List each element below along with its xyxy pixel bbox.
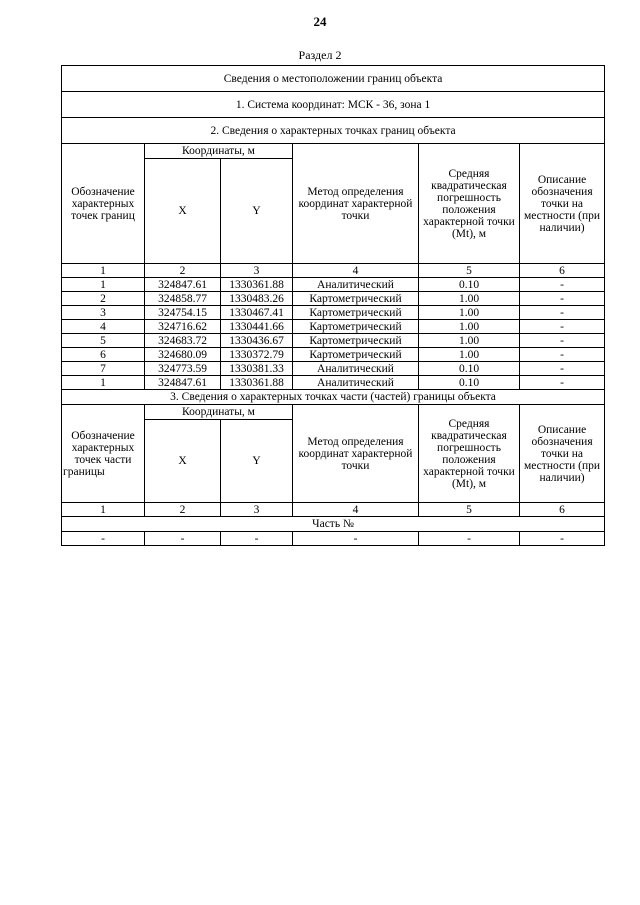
col-number: 1 (62, 503, 145, 517)
col-number: 2 (145, 503, 221, 517)
empty-cell: - (520, 532, 605, 546)
method: Аналитический (293, 362, 419, 376)
table-row (62, 532, 605, 546)
coord-x: 324683.72 (145, 334, 221, 348)
error-value: 0.10 (419, 376, 520, 390)
method: Картометрический (293, 348, 419, 362)
header-x: X (145, 159, 221, 264)
coord-y: 1330436.67 (221, 334, 293, 348)
header-error: Средняя квадратическая погрешность положения характерной точки (Mt), м (419, 144, 520, 264)
empty-cell: - (145, 532, 221, 546)
coord-x: 324773.59 (145, 362, 221, 376)
coord-y: 1330372.79 (221, 348, 293, 362)
table-row (62, 306, 605, 320)
coord-x: 324716.62 (145, 320, 221, 334)
col-number: 6 (520, 264, 605, 278)
point-number: 6 (62, 348, 145, 362)
boundary-table (61, 65, 605, 546)
col-number: 2 (145, 264, 221, 278)
header-y: Y (221, 420, 293, 503)
part3-heading: 3. Сведения о характерных точках части (частей) границы объекта (62, 390, 605, 405)
point-number: 4 (62, 320, 145, 334)
header-coords: Координаты, м (145, 144, 293, 159)
coord-y: 1330361.88 (221, 278, 293, 292)
section-title: Раздел 2 (298, 48, 342, 62)
coord-system: 1. Система координат: МСК - 36, зона 1 (62, 92, 605, 118)
header-description: Описание обозначения точки на местности (при наличии) (520, 144, 605, 264)
col-number: 3 (221, 503, 293, 517)
page-number: 24 (313, 14, 327, 29)
coord-y: 1330381.33 (221, 362, 293, 376)
col-number: 4 (293, 264, 419, 278)
point-number: 2 (62, 292, 145, 306)
header-method: Метод определения координат характерной точки (293, 144, 419, 264)
point-number: 1 (62, 376, 145, 390)
coord-y: 1330441.66 (221, 320, 293, 334)
point-number: 7 (62, 362, 145, 376)
col-number: 3 (221, 264, 293, 278)
method: Картометрический (293, 306, 419, 320)
description: - (520, 278, 605, 292)
method: Аналитический (293, 278, 419, 292)
error-value: 1.00 (419, 320, 520, 334)
point-number: 3 (62, 306, 145, 320)
header-x: X (145, 420, 221, 503)
method: Аналитический (293, 376, 419, 390)
col-number: 6 (520, 503, 605, 517)
coord-x: 324754.15 (145, 306, 221, 320)
header-coords: Координаты, м (145, 405, 293, 420)
method: Картометрический (293, 334, 419, 348)
table-row (62, 278, 605, 292)
point-number: 5 (62, 334, 145, 348)
method: Картометрический (293, 292, 419, 306)
header-designation: Обозначение характерных точек границ (62, 144, 145, 264)
coord-x: 324847.61 (145, 278, 221, 292)
part2-heading: 2. Сведения о характерных точках границ объекта (62, 118, 605, 144)
table-row (62, 320, 605, 334)
table-row (62, 334, 605, 348)
error-value: 1.00 (419, 348, 520, 362)
col-number: 5 (419, 503, 520, 517)
header-method: Метод определения координат характерной точки (293, 405, 419, 503)
coord-x: 324858.77 (145, 292, 221, 306)
table-row (62, 292, 605, 306)
table-row (62, 362, 605, 376)
col-number: 4 (293, 503, 419, 517)
coord-y: 1330483.26 (221, 292, 293, 306)
col-number: 1 (62, 264, 145, 278)
error-value: 1.00 (419, 334, 520, 348)
description: - (520, 292, 605, 306)
coord-y: 1330361.88 (221, 376, 293, 390)
part-label: Часть № (62, 517, 605, 532)
method: Картометрический (293, 320, 419, 334)
error-value: 1.00 (419, 306, 520, 320)
header-description: Описание обозначения точки на местности (при наличии) (520, 405, 605, 503)
empty-cell: - (419, 532, 520, 546)
description: - (520, 348, 605, 362)
error-value: 0.10 (419, 278, 520, 292)
point-number: 1 (62, 278, 145, 292)
table-row (62, 348, 605, 362)
description: - (520, 376, 605, 390)
error-value: 0.10 (419, 362, 520, 376)
error-value: 1.00 (419, 292, 520, 306)
empty-cell: - (62, 532, 145, 546)
table-row (62, 376, 605, 390)
empty-cell: - (221, 532, 293, 546)
coord-x: 324680.09 (145, 348, 221, 362)
header-designation: Обозначение характерных точек части границы (62, 405, 145, 503)
header-error: Средняя квадратическая погрешность положения характерной точки (Mt), м (419, 405, 520, 503)
description: - (520, 306, 605, 320)
coord-x: 324847.61 (145, 376, 221, 390)
col-number: 5 (419, 264, 520, 278)
description: - (520, 320, 605, 334)
description: - (520, 362, 605, 376)
coord-y: 1330467.41 (221, 306, 293, 320)
document-title: Сведения о местоположении границ объекта (62, 66, 605, 92)
header-y: Y (221, 159, 293, 264)
empty-cell: - (293, 532, 419, 546)
description: - (520, 334, 605, 348)
